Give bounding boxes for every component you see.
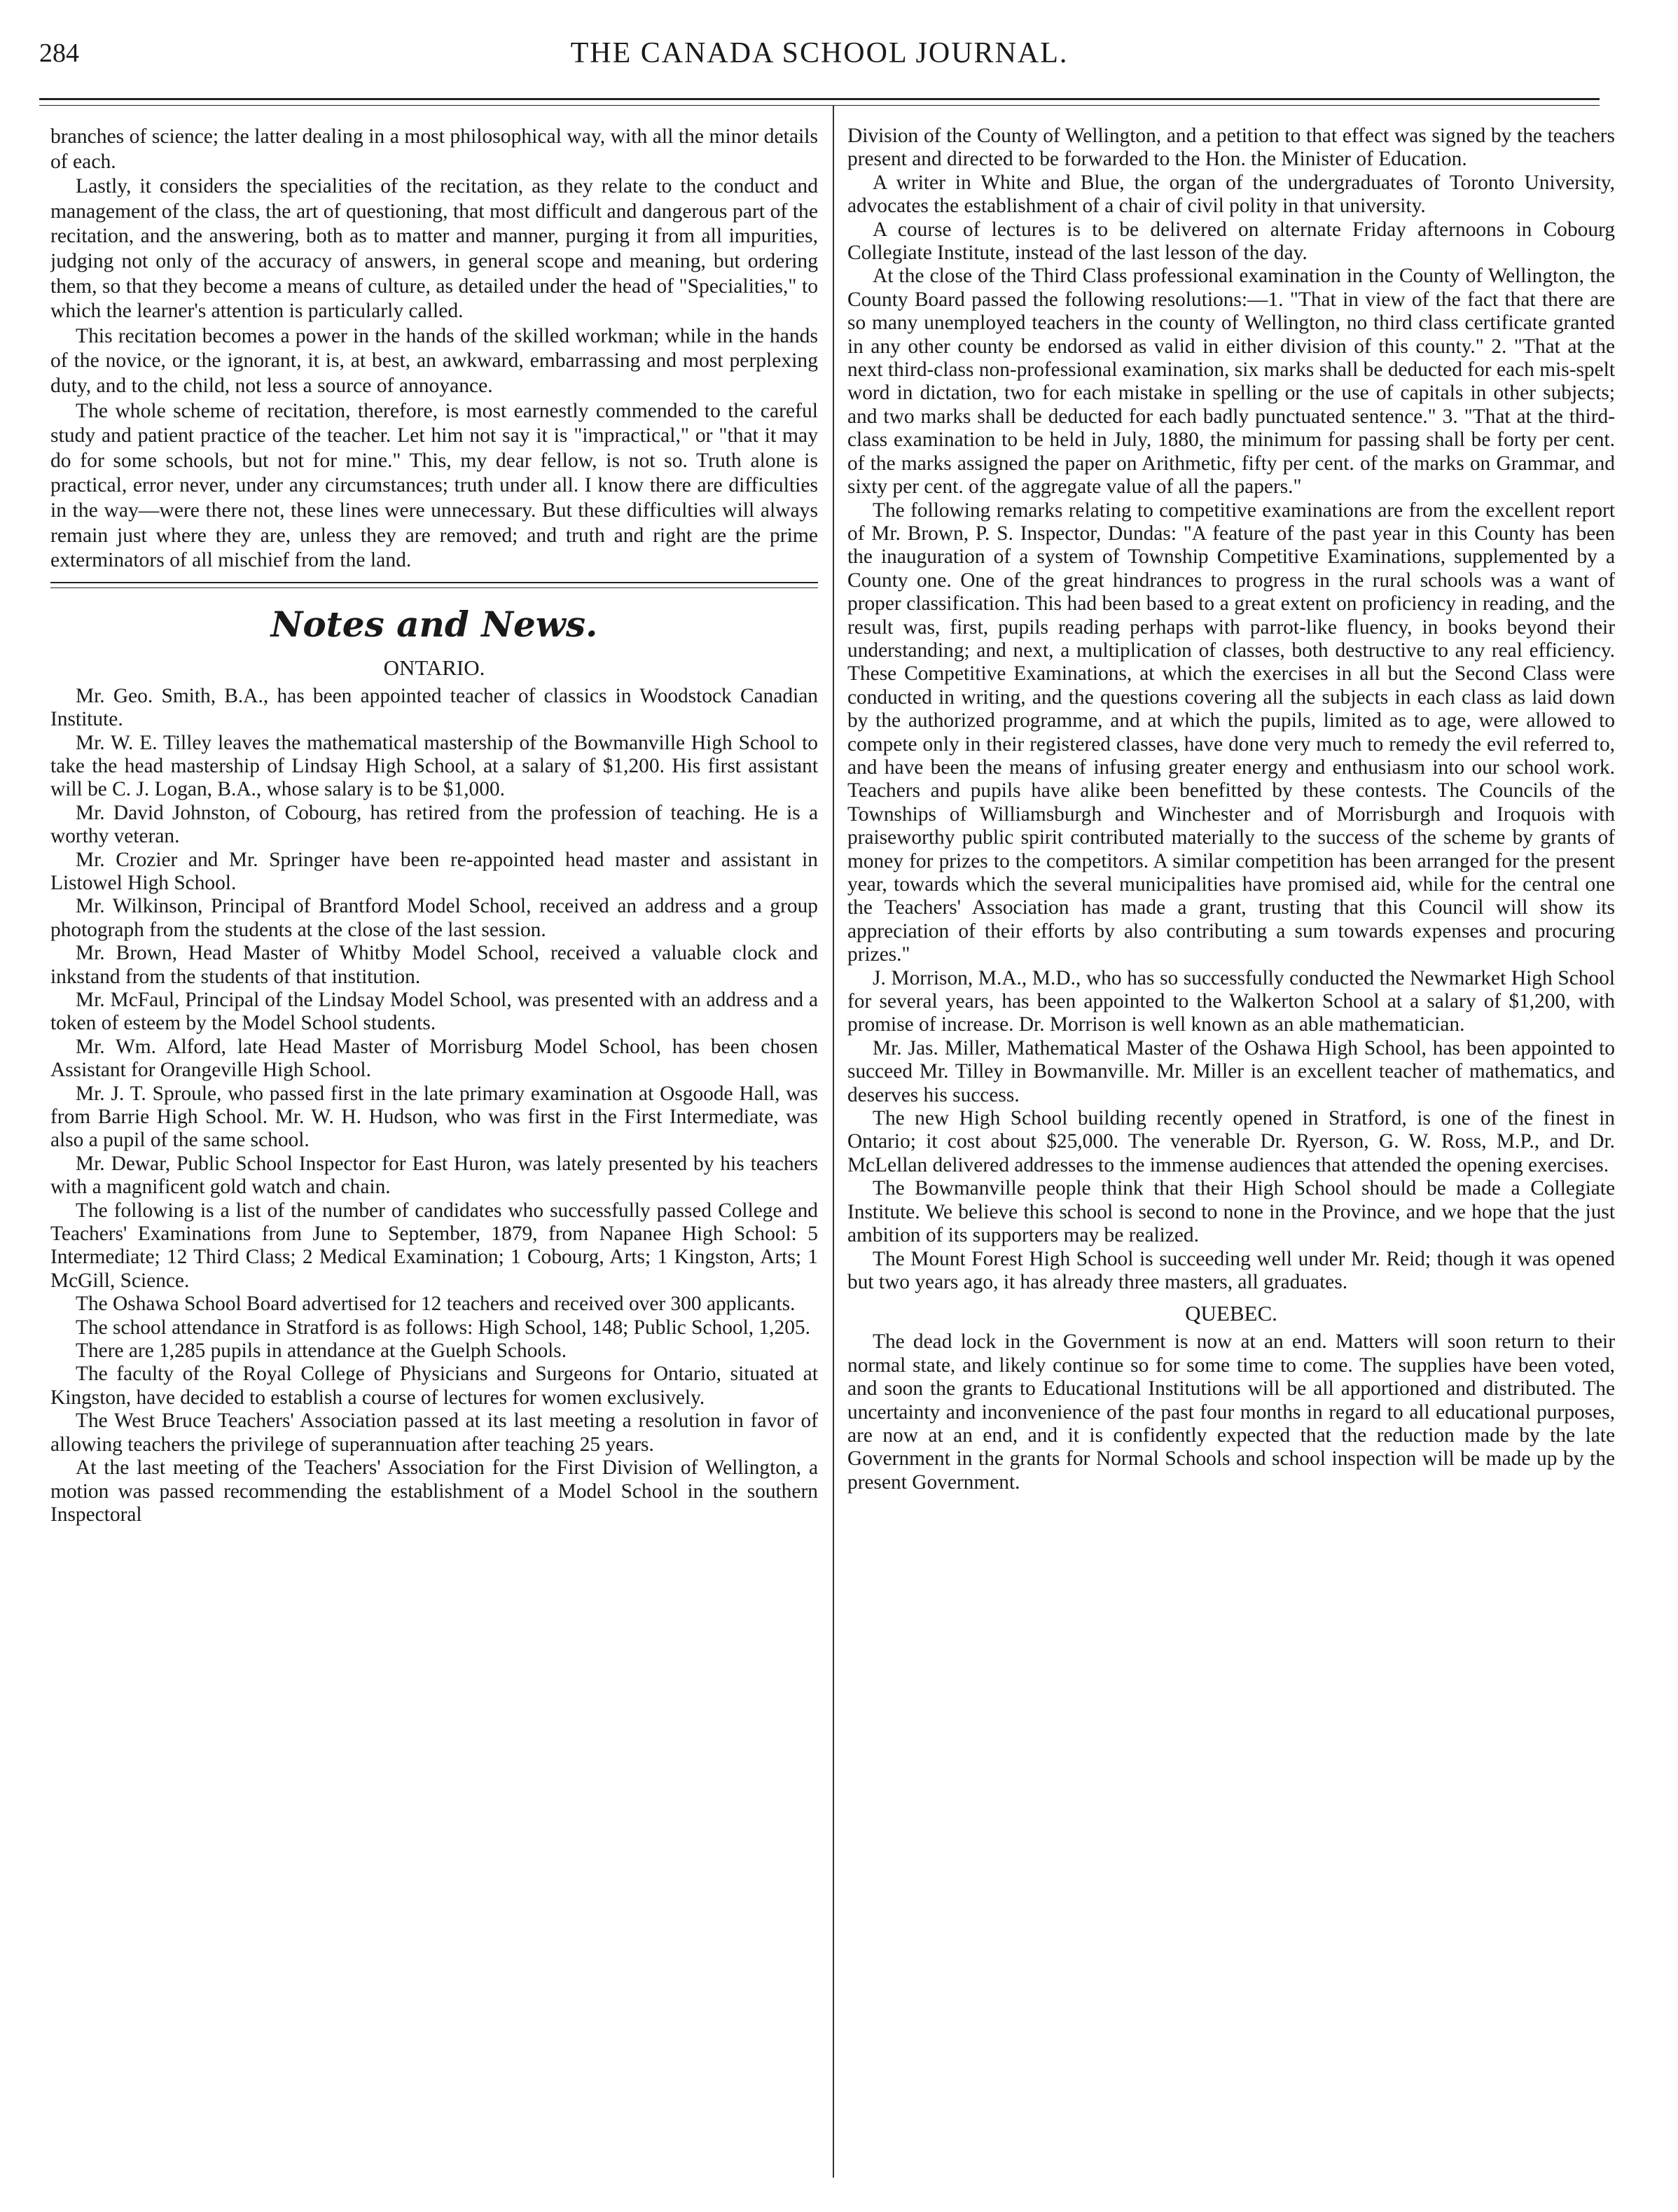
paragraph: branches of science; the latter dealing in a most philosophical way, with all the minor details of each. — [50, 125, 818, 173]
news-item: The following is a list of the number of candidates who successfully passed College and Teachers' Examinations from June to September, 1879, from Napanee High School: 5 Intermediate; 12 Third Class; 2 Medical Examination; 1 Cobourg, Arts; 1 Kingston, Arts; 1 McGill, Science. — [50, 1199, 818, 1292]
news-item: Mr. Crozier and Mr. Springer have been re-appointed head master and assistant in Listowel High School. — [50, 848, 818, 894]
section-rule — [50, 582, 818, 583]
news-item: Mr. Wm. Alford, late Head Master of Morrisburg Model School, has been chosen Assistant for Orangeville High School. — [50, 1035, 818, 1082]
news-item: Mr. McFaul, Principal of the Lindsay Model School, was presented with an address and a token of esteem by the Model School students. — [50, 988, 818, 1035]
column-divider — [833, 105, 834, 2178]
news-item: Mr. J. T. Sproule, who passed first in the late primary examination at Osgoode Hall, was from Barrie High School. Mr. W. H. Hudson, who was first in the First Intermediate, was also a pupil of the same school. — [50, 1082, 818, 1152]
news-item: Mr. Brown, Head Master of Whitby Model School, received a valuable clock and inkstand from the students of that institution. — [50, 942, 818, 988]
news-item: J. Morrison, M.A., M.D., who has so successfully conducted the Newmarket High School for several years, has been appointed to the Walkerton School at a salary of $1,200, with promise of increase. Dr. Morrison is well known as an able mathematician. — [847, 966, 1615, 1036]
quebec-heading: QUEBEC. — [1185, 1301, 1277, 1326]
news-item: A writer in White and Blue, the organ of the undergraduates of Toronto University, advocates the establishment of a chair of civil polity in that university. — [847, 171, 1615, 218]
paragraph: Lastly, it considers the specialities of the recitation, as they relate to the conduct and management of the class, the art of questioning, that most difficult and dangerous part of the recitation, and the answering, both as to matter and manner, purging it from all impurities, judging not only of the accuracy of answers, in general scope and meaning, but ordering them, so that they become a means of culture, as detailed under the head of "Specialities," to which the learner's attention is particularly called. — [50, 175, 818, 323]
section-heading: Notes and News. — [270, 603, 598, 645]
header-rule-thin — [39, 105, 1600, 106]
news-item: Mr. W. E. Tilley leaves the mathematical mastership of the Bowmanville High School to take the head mastership of Lindsay High School, at a salary of $1,200. His first assistant will be C. J. Logan, B.A., whose salary is to be $1,000. — [50, 731, 818, 801]
news-item: Mr. Geo. Smith, B.A., has been appointed teacher of classics in Woodstock Canadian Institute. — [50, 684, 818, 731]
ontario-news-list — [50, 685, 818, 1527]
news-item: The school attendance in Stratford is as follows: High School, 148; Public School, 1,205. — [76, 1316, 810, 1339]
news-item: There are 1,285 pupils in attendance at the Guelph Schools. — [76, 1340, 567, 1363]
news-item: The dead lock in the Government is now at an end. Matters will soon return to their normal state, and likely continue so for some time to come. The supplies have been voted, and soon the grants to Educational Institutions will be all apportioned and distributed. The uncertainty and inconvenience of the past four months in regard to all educational purposes, are now at an end, and it is confidently expected that the reduction made by the late Government in the grants for Normal Schools and school inspection will be made up by the present Government. — [847, 1330, 1615, 1494]
news-item: The new High School building recently opened in Stratford, is one of the finest in Ontario; it cost about $25,000. The venerable Dr. Ryerson, G. W. Ross, M.P., and Dr. McLellan delivered addresses to the immense audiences that attended the opening exercises. — [847, 1107, 1615, 1176]
news-item: Mr. Jas. Miller, Mathematical Master of the Oshawa High School, has been appointed to succeed Mr. Tilley in Bowmanville. Mr. Miller is an excellent teacher of mathematics, and deserves his success. — [847, 1036, 1615, 1106]
news-item: At the close of the Third Class professional examination in the County of Wellington, the County Board passed the following resolutions:—1. "That in view of the fact that there are so many unemployed teachers in the county of Wellington, no third class certificate granted in any other county be endorsed as valid in either division of this county." 2. "That at the next third-class non-professional examination, six marks shall be deducted for each mis-spelt word in dictation, two for each mistake in spelling or the use of capitals in other subjects; and two marks shall be deducted for each badly punctuated sentence." 3. "That at the third-class examination to be held in July, 1880, the minimum for passing shall be forty per cent. of the marks assigned the paper on Arithmetic, fifty per cent. of the marks on Grammar, and sixty per cent. of the aggregate value of all the papers." — [847, 265, 1615, 499]
news-item: A course of lectures is to be delivered on alternate Friday afternoons in Cobourg Collegiate Institute, instead of the last lesson of the day. — [847, 218, 1615, 265]
left-column — [50, 125, 818, 2183]
news-item: The following remarks relating to competitive examinations are from the excellent report of Mr. Brown, P. S. Inspector, Dundas: "A feature of the past year in this County has been the inauguration of a system of Township Competitive Examinations, supplemented by a County one. One of the great hindrances to progress in the rural schools was a want of proper classification. This had been based to a great extent on proficiency in reading, and the result was, first, pupils reading perhaps with parrot-like fluency, in books beyond their understanding; and next, a multiplication of classes, both destructive to any real efficiency. These Competitive Examinations, at which the exercises in all but the Second Class were conducted in writing, and the questions covering all the subjects in each class as laid down by the authorized programme, and at which the pupils, limited as to age, were allowed to compete only in their registered classes, have done very much to remedy the evil referred to, and have been the means of infusing greater energy and enthusiasm into our school work. Teachers and pupils have alike been benefitted by these contests. The Councils of the Townships of Williamsburgh and Winchester and of Morrisburgh and Iroquois with praiseworthy public spirit contributed materially to the success of the scheme by grants of money for prizes to the competitors. A similar competition has been arranged for the present year, towards which the several municipalities have promised aid, while for the central one the Teachers' Association has made a grant, trusting that this Council will show its appreciation of their efforts by also contributing a sum towards expenses and procuring prizes." — [847, 499, 1615, 966]
section-rule-thin — [50, 587, 818, 588]
paragraph: The whole scheme of recitation, therefore, is most earnestly commended to the careful study and patient practice of the teacher. Let him not say it is "impractical," or "that it may do for some schools, but not for mine." This, my dear fellow, is not so. Truth alone is practical, error never, under any circumstances; truth under all. I know there are difficulties in the way—were there not, these lines were unnecessary. But these difficulties will always remain just where they are, unless they are removed; and truth and right are the prime exterminators of all mischief from the land. — [50, 399, 818, 572]
news-item: The Mount Forest High School is succeeding well under Mr. Reid; though it was opened but two years ago, it has already three masters, all graduates. — [847, 1247, 1615, 1293]
news-item: Mr. Dewar, Public School Inspector for East Huron, was lately presented by his teachers with a magnificent gold watch and chain. — [50, 1152, 818, 1199]
news-item: The Bowmanville people think that their High School should be made a Collegiate Institute. We believe this school is second to none in the Province, and we hope that the just ambition of its supporters may be realized. — [847, 1177, 1615, 1247]
page-number: 284 — [39, 39, 79, 68]
journal-title: THE CANADA SCHOOL JOURNAL. — [570, 37, 1069, 69]
header-rule — [39, 98, 1600, 100]
news-item: Mr. Wilkinson, Principal of Brantford Model School, received an address and a group photograph from the students at the close of the last session. — [50, 895, 818, 941]
news-item: The West Bruce Teachers' Association passed at its last meeting a resolution in favor of allowing teachers the privilege of superannuation after teaching 25 years. — [50, 1410, 818, 1456]
news-item: The faculty of the Royal College of Physicians and Surgeons for Ontario, situated at Kingston, have decided to establish a course of lectures for women exclusively. — [50, 1363, 818, 1409]
news-item: Division of the County of Wellington, and a petition to that effect was signed by the teachers present and directed to be forwarded to the Hon. the Minister of Education. — [847, 125, 1615, 171]
paragraph: This recitation becomes a power in the hands of the skilled workman; while in the hands of the novice, or the ignorant, it is, at best, an awkward, embarrassing and most perplexing duty, and to the child, not less a source of annoyance. — [50, 324, 818, 397]
news-item: Mr. David Johnston, of Cobourg, has retired from the profession of teaching. He is a worthy veteran. — [50, 801, 818, 848]
news-item: At the last meeting of the Teachers' Association for the First Division of Wellington, a motion was passed recommending the establishment of a Model School in the southern Inspectoral — [50, 1456, 818, 1526]
page-header — [39, 34, 1600, 83]
ontario-heading: ONTARIO. — [383, 655, 485, 680]
right-column — [847, 125, 1615, 2183]
news-item: The Oshawa School Board advertised for 12 teachers and received over 300 applicants. — [76, 1293, 796, 1316]
